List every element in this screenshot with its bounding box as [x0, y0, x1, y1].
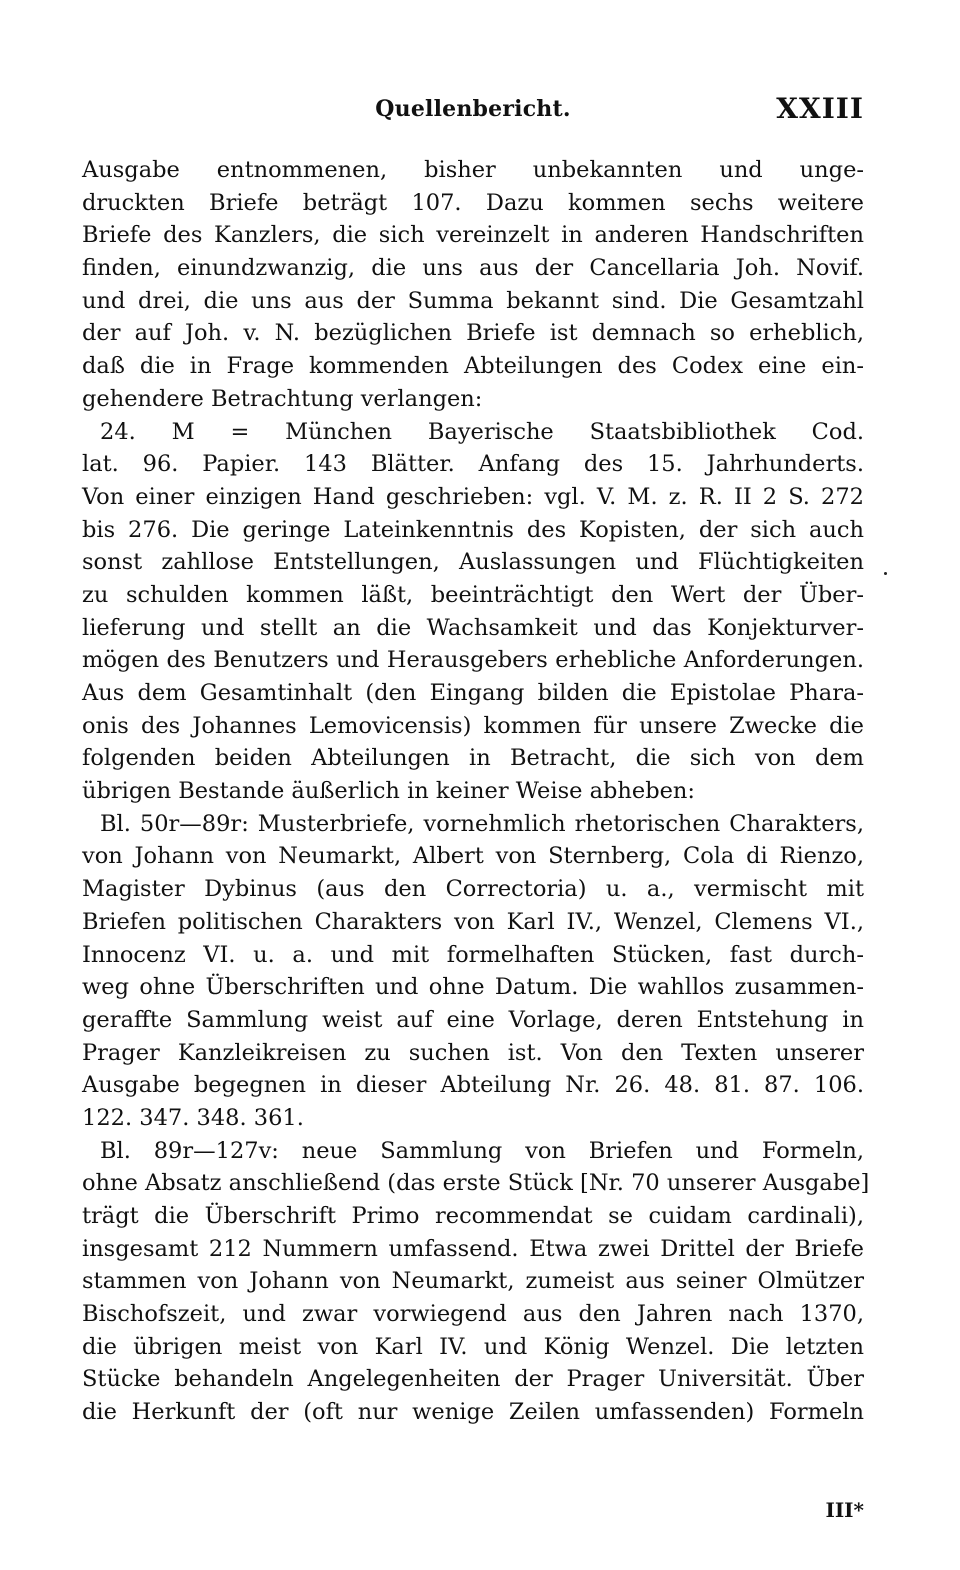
text-line: Bl. 89r—127v: neue Sammlung von Briefen und Formeln, [100, 1137, 864, 1164]
text-line: gehendere Betrachtung verlangen: [82, 385, 483, 412]
text-line: Prager Kanzleikreisen zu suchen ist. Von den Texten unserer [82, 1039, 864, 1066]
text-line: Innocenz VI. u. a. und mit formelhaften Stücken, fast durch- [82, 941, 864, 968]
text-line: Aus dem Gesamtinhalt (den Eingang bilden die Epistolae Phara- [82, 680, 864, 706]
text-line: der auf Joh. v. N. bezüglichen Briefe ist demnach so erheblich, [82, 320, 864, 347]
page-number: XXIII [776, 92, 864, 125]
text-line: von Johann von Neumarkt, Albert von Sternberg, Cola di Rienzo, [82, 843, 864, 870]
text-line: onis des Johannes Lemovicensis) kommen für unsere Zwecke die [82, 712, 864, 739]
text-line: Stücke behandeln Angelegenheiten der Prager Universität. Über [82, 1366, 864, 1393]
text-line: übrigen Bestande äußerlich in keiner Weise abheben: [82, 778, 695, 805]
text-line: lieferung und stellt an die Wachsamkeit und das Konjekturver- [82, 614, 864, 641]
text-line: sonst zahllose Entstellungen, Auslassungen und Flüchtigkeiten [82, 549, 864, 576]
text-line: 24. M = München Bayerische Staatsbibliothek Cod. [100, 418, 864, 445]
text-line: trägt die Überschrift Primo recommendat se cuidam cardinali), [82, 1203, 864, 1229]
printer-signature: III* [825, 1498, 864, 1522]
text-line: und drei, die uns aus der Summa bekannt sind. Die Gesamtzahl [82, 287, 864, 314]
text-line: daß die in Frage kommenden Abteilungen des Codex eine ein- [82, 353, 864, 380]
stray-ink-mark [884, 572, 887, 575]
text-line: zu schulden kommen läßt, beeinträchtigt den Wert der Über- [82, 581, 864, 608]
text-line: Ausgabe entnommenen, bisher unbekannten und unge- [82, 157, 864, 183]
text-line: Bl. 50r—89r: Musterbriefe, vornehmlich rhetorischen Charakters, [100, 810, 864, 837]
text-line: Magister Dybinus (aus den Correctoria) u. a., vermischt mit [82, 876, 864, 903]
running-title: Quellenbericht. [375, 96, 571, 122]
text-line: insgesamt 212 Nummern umfassend. Etwa zwei Drittel der Briefe [82, 1235, 864, 1262]
text-line: lat. 96. Papier. 143 Blätter. Anfang des 15. Jahrhunderts. [82, 451, 864, 478]
text-line: weg ohne Überschriften und ohne Datum. Die wahllos zusammen- [82, 974, 864, 1001]
running-head [82, 92, 864, 136]
text-line: ohne Absatz anschließend (das erste Stück [Nr. 70 unserer Ausgabe] [82, 1170, 870, 1197]
text-line: druckten Briefe beträgt 107. Dazu kommen sechs weitere [82, 189, 864, 216]
text-line: Bischofszeit, und zwar vorwiegend aus den Jahren nach 1370, [82, 1301, 864, 1328]
text-line: mögen des Benutzers und Herausgebers erhebliche Anforderungen. [82, 647, 864, 674]
body-text [82, 154, 870, 1429]
text-line: Briefen politischen Charakters von Karl IV., Wenzel, Clemens VI., [82, 908, 864, 935]
text-line: stammen von Johann von Neumarkt, zumeist aus seiner Olmützer [82, 1268, 864, 1295]
text-line: folgenden beiden Abteilungen in Betracht, die sich von dem [82, 745, 864, 772]
text-line: finden, einundzwanzig, die uns aus der Cancellaria Joh. Novif. [82, 255, 864, 282]
text-line: Ausgabe begegnen in dieser Abteilung Nr. 26. 48. 81. 87. 106. [82, 1072, 864, 1099]
text-line: die Herkunft der (oft nur wenige Zeilen umfassenden) Formeln [82, 1399, 864, 1426]
text-line: geraffte Sammlung weist auf eine Vorlage, deren Entstehung in [82, 1006, 864, 1033]
text-line: die übrigen meist von Karl IV. und König Wenzel. Die letzten [82, 1333, 864, 1360]
text-line: bis 276. Die geringe Lateinkenntnis des Kopisten, der sich auch [82, 516, 864, 543]
text-line: Von einer einzigen Hand geschrieben: vgl. V. M. z. R. II 2 S. 272 [82, 483, 864, 510]
text-line: 122. 347. 348. 361. [82, 1104, 304, 1131]
text-line: Briefe des Kanzlers, die sich vereinzelt in anderen Handschriften [82, 222, 864, 249]
